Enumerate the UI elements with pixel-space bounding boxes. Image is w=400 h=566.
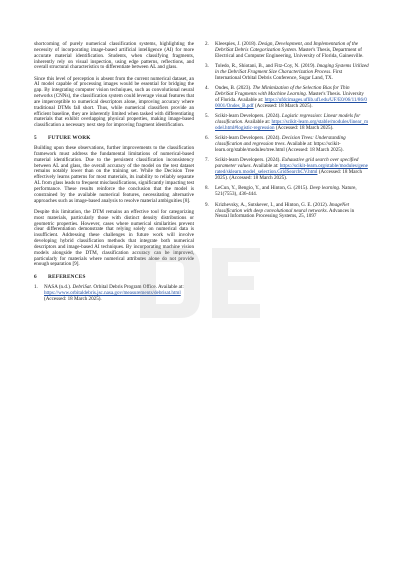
section-title: REFERENCES xyxy=(48,274,86,281)
reference-authors: Scikit-learn Developers. (2024). xyxy=(215,113,282,120)
section-number: 5 xyxy=(34,135,37,142)
reference-source: . Available at: xyxy=(250,163,280,170)
reference-number: 1. xyxy=(34,284,38,291)
reference-link[interactable]: https://www.orbitaldebris.jsc.nasa.gov/measurements/debrisat.html xyxy=(44,290,181,297)
reference-title: Decision Trees: Understanding classification and regression trees xyxy=(215,135,346,148)
reference-item xyxy=(205,158,369,181)
reference-link[interactable]: https://scikit-learn.org/stable/modules/linear_model.html#logistic-regression xyxy=(215,119,369,131)
reference-title: ImageNet classification with deep convolutional neural networks xyxy=(215,201,350,214)
reference-authors: Scikit-learn Developers. (2024). xyxy=(215,135,282,142)
reference-title: Design, Development, and Implementation of the DebriSat Debris Categorization System xyxy=(215,41,359,53)
reference-item xyxy=(205,136,369,154)
reference-text xyxy=(215,64,369,82)
reference-source: . Master's Thesis, Department of Electrical and Computer Engineering, University of Florida, Gainesville. xyxy=(215,46,364,59)
reference-source: . Available at: https://scikit-learn.org/stable/modules/tree.html (Accessed: 18 March 2025). xyxy=(215,141,344,154)
reference-item xyxy=(205,86,369,109)
section-heading-future-work xyxy=(34,135,194,141)
reference-link[interactable]: https://scikit-learn.org/stable/modules/generated/sklearn.model_selection.GridSearchCV.html xyxy=(215,163,368,176)
reference-item xyxy=(34,285,194,303)
reference-text xyxy=(215,203,369,221)
reference-item xyxy=(205,203,369,221)
reference-source: . Available at: xyxy=(242,119,272,126)
reference-text xyxy=(215,158,369,181)
reference-number: 4. xyxy=(205,85,209,92)
reference-accessed: (Accessed: 18 March 2025). xyxy=(253,102,313,109)
reference-title: Imaging Systems Utilized in the DebriSat Fragment Size Characterization Process xyxy=(215,63,369,75)
reference-title: Exhaustive grid search over specified parameter values xyxy=(215,157,359,170)
reference-number: 5. xyxy=(205,113,209,120)
reference-title: The Minimization of the Selection Bias for Thin DebriSat Fragments with Machine Learning xyxy=(215,85,350,98)
paragraph: Since this level of perception is absent from the current numerical dataset, an AI model capable of processing images would be essential for bridging the gap. By integrating computer vision techniques, such as convolutional neural networks (CNNs), the classification system could leverage visual features that are imperceptible to numerical descriptors alone, improving accuracy where traditional DTMs fall short. Thus, while numerical classifiers provide an efficient baseline, they are inherently limited when tasked with differentiating materials that exhibit overlapping physical properties, making image-based classification a necessary next step for improving fragment identification. xyxy=(34,75,194,129)
reference-source: . Orbital Debris Program Office. Available at: xyxy=(90,284,184,291)
left-column xyxy=(34,42,194,307)
reference-title: Deep learning xyxy=(309,185,339,192)
reference-accessed: (Accessed: 18 March 2025). xyxy=(44,295,102,302)
reference-item xyxy=(205,64,369,82)
reference-link[interactable]: https://ufdcimages.uflib.ufl.edu/UF/E0/06/11/86/00001/Ondes_B.pdf xyxy=(215,96,367,109)
reference-source: . Advances in Neural Information Processing Systems, 25, 1097 xyxy=(215,207,355,220)
reference-number: 2. xyxy=(205,41,209,47)
paragraph: Building upon these observations, further improvements to the classification framework must address the fundamental limitations of numerical-based material identification. Due to the persistent classification inconsistency between AL and glass, the overall accuracy of the model on the test dataset remains notably lower than on the training set. While the Decision Tree effectively learns patterns for most materials, its inability to reliably separate AL from glass leads to frequent misclassifications, significantly impacting test performance. These results reinforce the conclusion that the model is constrained by the available numerical features, necessitating alternative approaches such as image-based analysis to resolve material ambiguities [8]. xyxy=(34,145,194,204)
reference-number: 7. xyxy=(205,157,209,164)
reference-text xyxy=(215,186,369,198)
reference-item xyxy=(205,114,369,132)
right-column xyxy=(205,42,369,225)
reference-title: DebriSat xyxy=(72,284,91,291)
reference-item xyxy=(205,186,369,198)
reference-accessed: (Accessed: 18 March 2025). xyxy=(274,124,334,131)
section-number: 6 xyxy=(34,274,37,281)
reference-authors: Scikit-learn Developers. (2024). xyxy=(215,157,282,164)
section-heading-references xyxy=(34,274,194,280)
reference-authors: Ondes, B. (2023). xyxy=(215,85,253,92)
reference-authors: Toledo, R., Shiotani, B., and Fitz-Coy, N. (2019). xyxy=(215,63,317,70)
reference-text xyxy=(215,86,369,109)
reference-item xyxy=(205,42,369,60)
reference-text xyxy=(44,285,194,303)
reference-authors: Krizhevsky, A., Sutskever, I., and Hinton, G. E. (2012). xyxy=(215,201,330,208)
reference-authors: NASA (n.d.). xyxy=(44,284,73,291)
reference-text xyxy=(215,136,369,154)
reference-number: 8. xyxy=(205,185,209,192)
reference-source: . Master's Thesis. University of Florida. Available at: xyxy=(215,91,364,103)
reference-text xyxy=(215,42,369,60)
reference-source: . First International Orbital Debris Conference, Sugar Land, TX. xyxy=(215,68,343,81)
reference-number: 3. xyxy=(205,63,209,70)
reference-authors: Kleespies, J. (2018). xyxy=(215,41,259,47)
paragraph: Despite this limitation, the DTM remains an effective tool for categorizing most materials, particularly those with distinct density distributions or geometric properties. However, cases where numerical similarities prevent clear differentiation demonstrate that relying solely on numerical data is insufficient. Addressing these challenges in future work will involve developing hybrid classification methods that integrate both numerical descriptors and image-based AI techniques. By incorporating machine vision models alongside the DTM, classification accuracy can be improved, particularly for materials where numerical attributes alone do not provide enough separation [9]. xyxy=(34,208,194,268)
reference-number: 6. xyxy=(205,135,209,142)
reference-number: 9. xyxy=(205,201,209,208)
reference-accessed: (Accessed: 18 March 2025). (Accessed: 18 March 2025). xyxy=(215,169,363,181)
reference-title: Logistic regression: Linear models for classification xyxy=(215,113,361,126)
reference-text xyxy=(215,114,369,132)
paragraph: shortcoming of purely numerical classification systems, highlighting the necessity of incorporating image-based artificial intelligence (AI) for more accurate material identification. Students, when classifying fragments, inherently rely on visual inspection, using edge patterns, reflections, and overall structural characteristics to differentiate between AL and glass. xyxy=(34,41,194,71)
reference-authors: LeCun, Y., Bengio, Y., and Hinton, G. (2015). xyxy=(215,185,310,192)
reference-source: . Nature, 521(7553), 436-444. xyxy=(215,185,357,198)
section-title: FUTURE WORK xyxy=(48,135,91,142)
